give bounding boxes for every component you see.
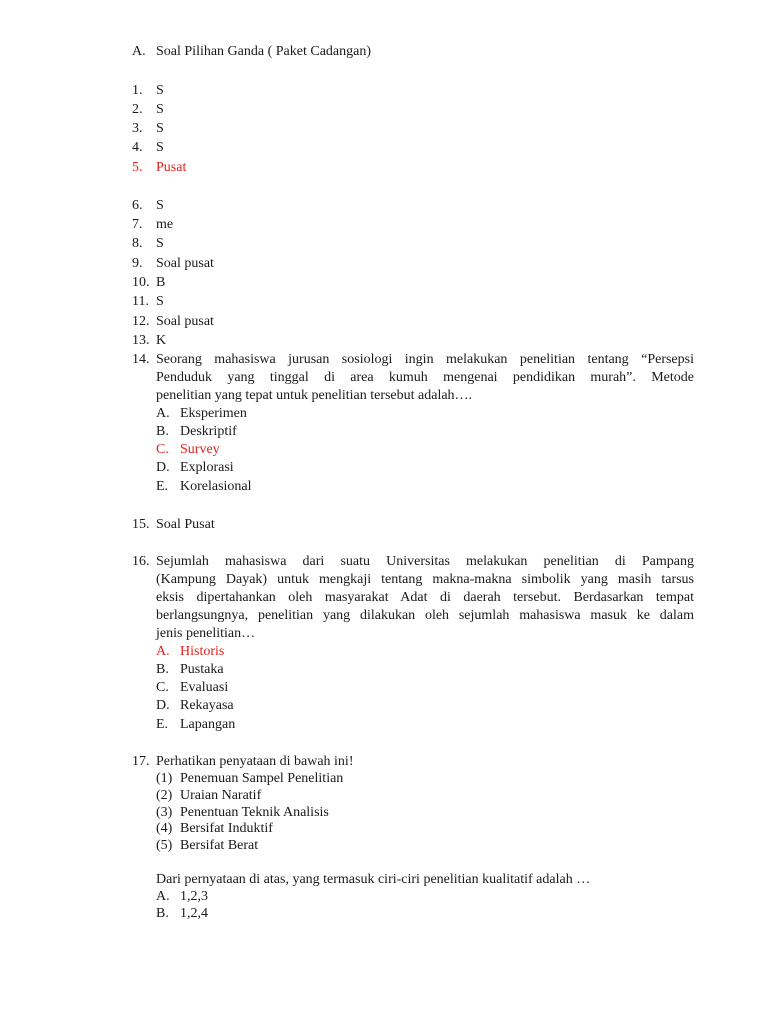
statement-marker: (4) [156,821,173,836]
question-prompt: Dari pernyataan di atas, yang termasuk ciri-ciri penelitian kualitatif adalah … [156,872,591,887]
option-text: Pustaka [180,662,224,677]
option-letter: D. [156,698,170,713]
option-text: Evaluasi [180,680,229,695]
option-letter: C. [156,680,169,695]
question-line: Penduduk yang tinggal di area kumuh mengenai pendidikan murah”. Metode [156,370,694,385]
item-number: 4. [132,140,143,155]
item-text: Soal pusat [156,314,214,329]
option-text: 1,2,3 [180,889,208,904]
statement-text: Bersifat Berat [180,838,259,853]
question-line: jenis penelitian… [156,626,256,641]
statement-marker: (3) [156,805,173,820]
question-number: 14. [132,352,150,367]
item-number: 10. [132,275,150,290]
item-text: S [156,102,164,117]
question-line: eksis dipertahankan oleh masyarakat Adat di daerah tersebut. Berdasarkan tempat [156,590,694,605]
item-text: me [156,217,174,232]
question-line: berlangsungnya, penelitian yang dilakukan oleh sejumlah mahasiswa masuk ke dalam [156,608,694,623]
item-text: S [156,83,164,98]
option-letter: D. [156,460,170,475]
item-number: 11. [132,294,149,309]
item-text: S [156,236,164,251]
question-stem: Perhatikan penyataan di bawah ini! [156,754,354,769]
item-number: 6. [132,198,143,213]
option-text: Korelasional [180,479,252,494]
item-text: B [156,275,166,290]
option-letter: C. [156,442,169,457]
item-text: K [156,333,167,348]
item-number: 8. [132,236,143,251]
item-text: S [156,198,164,213]
item-number: 2. [132,102,143,117]
question-number: 16. [132,554,150,569]
option-letter: E. [156,479,169,494]
statement-marker: (5) [156,838,173,853]
option-text: Survey [180,442,220,457]
item-number: 15. [132,517,150,532]
option-letter: A. [156,889,170,904]
question-number: 17. [132,754,150,769]
question-line: (Kampung Dayak) untuk mengkaji tentang makna-makna simbolik yang masih tarsus [156,572,694,587]
item-text: S [156,140,164,155]
question-line: Sejumlah mahasiswa dari suatu Universitas melakukan penelitian di Pampang [156,554,694,569]
option-letter: A. [156,644,170,659]
item-text: Pusat [156,160,187,175]
statement-text: Penentuan Teknik Analisis [180,805,329,820]
statement-text: Bersifat Induktif [180,821,273,836]
option-letter: E. [156,717,169,732]
statement-text: Uraian Naratif [180,788,262,803]
option-text: Rekayasa [180,698,234,713]
item-number: 12. [132,314,150,329]
item-number: 5. [132,160,143,175]
statement-marker: (2) [156,788,173,803]
item-number: 13. [132,333,150,348]
option-text: Lapangan [180,717,236,732]
item-text: S [156,121,164,136]
option-text: 1,2,4 [180,906,208,921]
option-letter: B. [156,906,169,921]
section-title: Soal Pilihan Ganda ( Paket Cadangan) [156,44,372,59]
option-text: Deskriptif [180,424,237,439]
option-letter: B. [156,662,169,677]
option-letter: B. [156,424,169,439]
statement-marker: (1) [156,771,173,786]
option-letter: A. [156,406,170,421]
option-text: Historis [180,644,225,659]
item-text: Soal Pusat [156,517,215,532]
item-number: 9. [132,256,143,271]
question-line: Seorang mahasiswa jurusan sosiologi ingin melakukan penelitian tentang “Persepsi [156,352,694,367]
statement-text: Penemuan Sampel Penelitian [180,771,344,786]
item-number: 1. [132,83,143,98]
option-text: Explorasi [180,460,234,475]
item-text: Soal pusat [156,256,214,271]
item-number: 7. [132,217,143,232]
item-number: 3. [132,121,143,136]
section-marker: A. [132,44,146,59]
question-line: penelitian yang tepat untuk penelitian tersebut adalah…. [156,388,473,403]
option-text: Eksperimen [180,406,247,421]
item-text: S [156,294,164,309]
